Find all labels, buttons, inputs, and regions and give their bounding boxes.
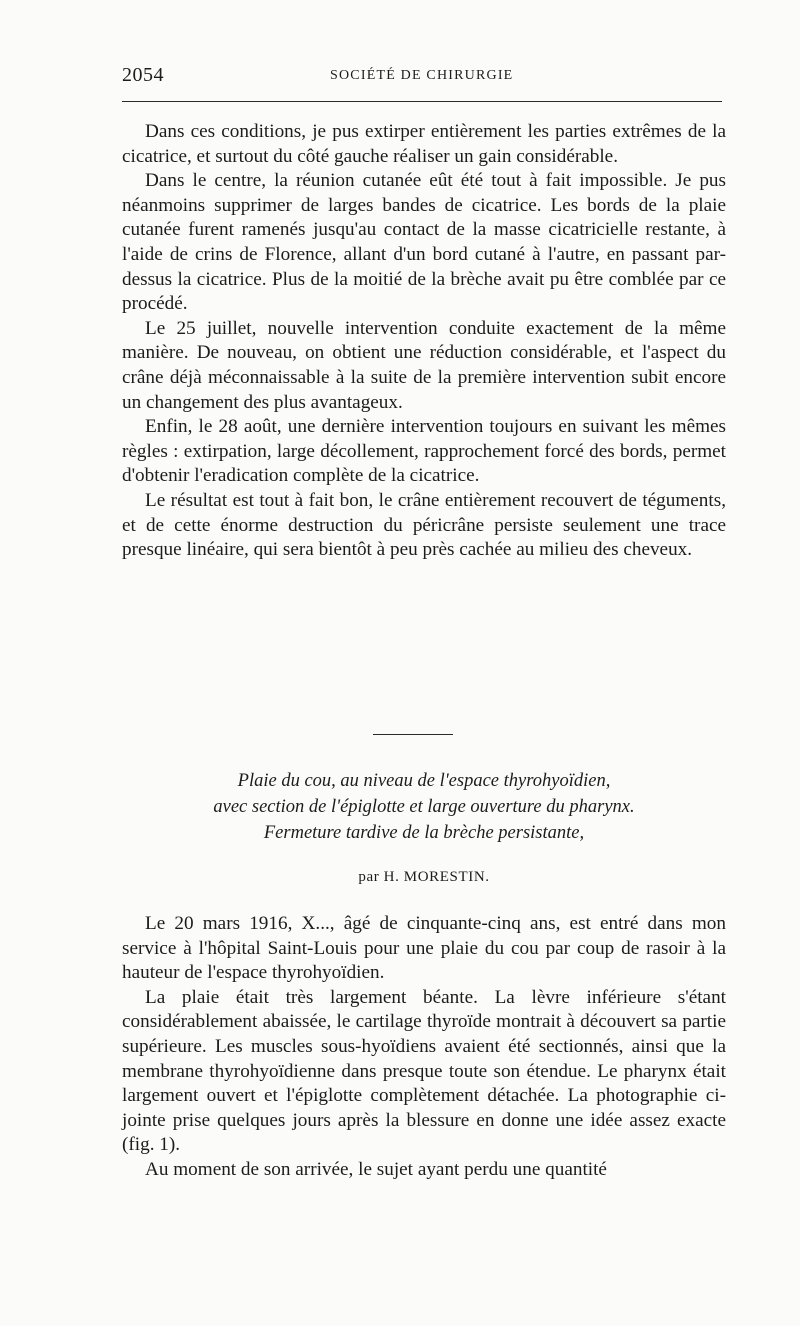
article-title-line: avec section de l'épiglotte et large ouverture du pharynx. bbox=[213, 797, 635, 817]
page-number: 2054 bbox=[122, 64, 164, 86]
article-text bbox=[122, 912, 726, 1183]
paragraph: Le résultat est tout à fait bon, le crâne entièrement recouvert de téguments, et de cette énorme destruction du péricrâne persiste seulement une trace presque linéaire, qui sera bientôt à peu près cachée au milieu des cheveux. bbox=[122, 489, 726, 561]
paragraph: Au moment de son arrivée, le sujet ayant perdu une quantité bbox=[145, 1158, 607, 1180]
paragraph: Le 20 mars 1916, X..., âgé de cinquante-cinq ans, est entré dans mon service à l'hôpital Saint-Louis pour une plaie du cou par coup de rasoir à la hauteur de l'espace thyrohyoïdien. bbox=[122, 913, 726, 984]
page-header bbox=[122, 60, 724, 92]
paragraph: Le 25 juillet, nouvelle intervention conduite exactement de la même manière. De nouveau, on obtient une réduction considérable, et l'aspect du crâne déjà méconnaissable à la suite de la première intervention subit encore un changement des plus avantageux. bbox=[122, 317, 726, 413]
intro-text bbox=[122, 120, 726, 563]
article-title-line: Fermeture tardive de la brèche persistante, bbox=[263, 823, 585, 843]
article-title-line: Plaie du cou, au niveau de l'espace thyrohyoïdien, bbox=[237, 771, 611, 791]
paragraph: Enfin, le 28 août, une dernière intervention toujours en suivant les mêmes règles : extirpation, large décollement, rapprochement forcé des bords, permet d'obtenir l'eradication complète de la cicatrice. bbox=[122, 416, 726, 487]
article-byline: par H. MORESTIN. bbox=[358, 869, 490, 885]
running-title: SOCIÉTÉ DE CHIRURGIE bbox=[330, 68, 514, 83]
article-title bbox=[122, 768, 726, 846]
paragraph: Dans ces conditions, je pus extirper entièrement les parties extrêmes de la cicatrice, et surtout du côté gauche réaliser un gain considérable. bbox=[122, 121, 726, 167]
header-rule bbox=[122, 101, 722, 102]
paragraph: La plaie était très largement béante. La lèvre inférieure s'étant considérablement abaissée, le cartilage thyroïde montrait à découvert sa partie supérieure. Les muscles sous-hyoïdiens avaient été sectionnés, ainsi que la membrane thyrohyoïdienne dans presque toute son étendue. Le pharynx était largement ouvert et l'épiglotte complètement détachée. La photographie ci-jointe prise quelques jours après la blessure en donne une idée assez exacte (fig. 1). bbox=[122, 986, 726, 1156]
section-separator bbox=[373, 734, 453, 735]
paragraph: Dans le centre, la réunion cutanée eût été tout à fait impossible. Je pus néanmoins supprimer de larges bandes de cicatrice. Les bords de la plaie cutanée furent ramenés jusqu'au contact de la masse cicatricielle restante, à l'aide de crins de Florence, allant d'un bord cutané à l'autre, en passant par-dessus la cicatrice. Plus de la moitié de la brèche avait pu être comblée par ce procédé. bbox=[122, 170, 726, 315]
